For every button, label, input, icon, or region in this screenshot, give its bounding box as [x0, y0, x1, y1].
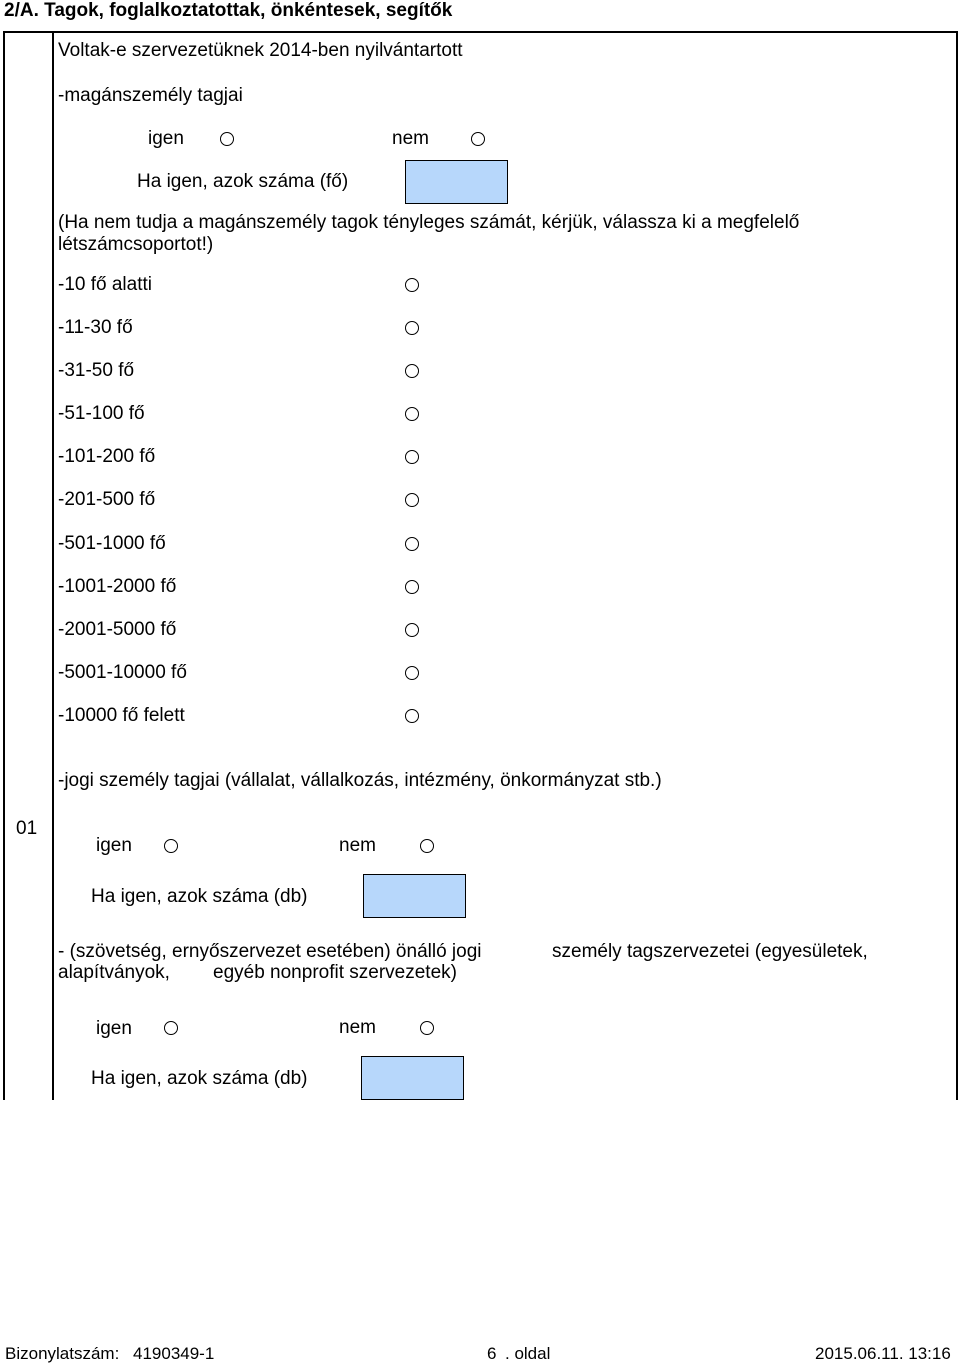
legal-count-label: Ha igen, azok száma (db)	[91, 886, 308, 907]
doc-number: 4190349-1	[133, 1344, 215, 1363]
federation-yes-radio[interactable]	[164, 1021, 178, 1035]
private-count-label: Ha igen, azok száma (fő)	[137, 171, 349, 192]
private-count-input[interactable]	[405, 160, 508, 204]
range-label: -501-1000 fő	[58, 533, 166, 554]
federation-count-input[interactable]	[361, 1056, 464, 1100]
range-label: -51-100 fő	[58, 403, 145, 424]
private-no-radio[interactable]	[471, 132, 485, 146]
federation-text-a: - (szövetség, ernyőszervezet esetében) önálló jogi	[58, 941, 482, 962]
range-label: -1001-2000 fő	[58, 576, 177, 597]
page-number: 6	[487, 1344, 497, 1363]
section-title: 2/A. Tagok, foglalkoztatottak, önkéntesek, segítők	[4, 0, 453, 21]
legal-yes-radio[interactable]	[164, 839, 178, 853]
range-radio-8[interactable]	[405, 623, 419, 637]
private-members-subtitle: -magánszemély tagjai	[58, 85, 243, 106]
range-radio-3[interactable]	[405, 407, 419, 421]
table-right-border	[956, 31, 958, 1100]
legal-members-subtitle: -jogi személy tagjai (vállalat, vállalkozás, intézmény, önkormányzat stb.)	[58, 770, 662, 791]
federation-no-radio[interactable]	[420, 1021, 434, 1035]
private-note-line2: létszámcsoportot!)	[58, 234, 214, 255]
range-radio-10[interactable]	[405, 709, 419, 723]
legal-no-label: nem	[339, 835, 376, 856]
range-label: -11-30 fő	[58, 317, 133, 338]
legal-count-input[interactable]	[363, 874, 466, 918]
federation-count-label: Ha igen, azok száma (db)	[91, 1068, 308, 1089]
range-label: -2001-5000 fő	[58, 619, 177, 640]
federation-yes-label: igen	[96, 1018, 132, 1039]
private-yes-label: igen	[148, 128, 184, 149]
private-no-label: nem	[392, 128, 429, 149]
private-note-line1: (Ha nem tudja a magánszemély tagok tényleges számát, kérjük, válassza ki a megfelelő	[58, 212, 800, 233]
legal-yes-label: igen	[96, 835, 132, 856]
range-label: -101-200 fő	[58, 446, 156, 467]
range-label: -201-500 fő	[58, 489, 156, 510]
federation-no-label: nem	[339, 1017, 376, 1038]
range-radio-1[interactable]	[405, 321, 419, 335]
range-radio-6[interactable]	[405, 537, 419, 551]
range-label: -10000 fő felett	[58, 705, 185, 726]
range-radio-0[interactable]	[405, 278, 419, 292]
range-label: -31-50 fő	[58, 360, 135, 381]
row-code: 01	[16, 818, 38, 839]
legal-no-radio[interactable]	[420, 839, 434, 853]
range-radio-2[interactable]	[405, 364, 419, 378]
table-column-divider	[52, 31, 54, 1100]
range-radio-7[interactable]	[405, 580, 419, 594]
federation-text-c: alapítványok,	[58, 962, 170, 983]
federation-text-d: egyéb nonprofit szervezetek)	[213, 962, 457, 983]
private-yes-radio[interactable]	[220, 132, 234, 146]
table-left-border	[3, 31, 5, 1100]
footer-datetime: 2015.06.11. 13:16	[815, 1344, 951, 1363]
range-radio-4[interactable]	[405, 450, 419, 464]
range-radio-9[interactable]	[405, 666, 419, 680]
range-label: -5001-10000 fő	[58, 662, 187, 683]
federation-text-b: személy tagszervezetei (egyesületek,	[552, 941, 868, 962]
question-text: Voltak-e szervezetüknek 2014-ben nyilvántartott	[58, 40, 463, 61]
table-top-border	[3, 31, 958, 33]
range-label: -10 fő alatti	[58, 274, 152, 295]
page-label: . oldal	[505, 1344, 551, 1363]
range-radio-5[interactable]	[405, 493, 419, 507]
doc-number-label: Bizonylatszám:	[5, 1344, 120, 1363]
